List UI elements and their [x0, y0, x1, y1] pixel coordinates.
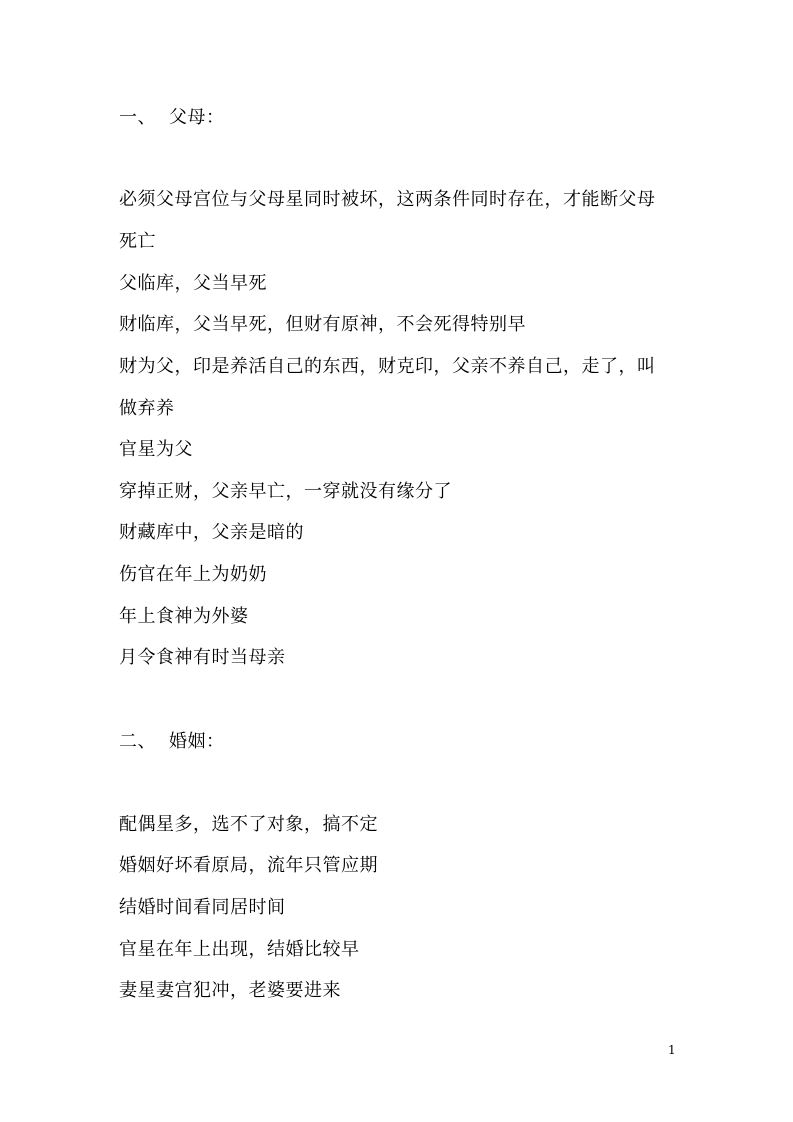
- paragraph-line: 财为父，印是养活自己的东西，财克印，父亲不养自己，走了，叫: [119, 356, 656, 377]
- paragraph-line: 财临库，父当早死，但财有原神，不会死得特别早: [119, 314, 526, 335]
- paragraph-line: 配偶星多，选不了对象，搞不定: [119, 814, 378, 835]
- paragraph-line: 财藏库中，父亲是暗的: [119, 522, 304, 543]
- paragraph-line: 做弃养: [119, 398, 175, 419]
- page-number: 1: [668, 1043, 676, 1057]
- paragraph-line: 官星为父: [119, 439, 193, 460]
- paragraph-line: 官星在年上出现，结婚比较早: [119, 939, 360, 960]
- paragraph-line: 年上食神为外婆: [119, 606, 249, 627]
- section-heading-marriage: [119, 731, 225, 753]
- paragraph-line: 结婚时间看同居时间: [119, 897, 286, 918]
- paragraph-line: 父临库，父当早死: [119, 273, 267, 294]
- section-number: 一、: [119, 107, 156, 128]
- paragraph-line: 月令食神有时当母亲: [119, 647, 286, 668]
- section-title: 婚姻：: [169, 731, 225, 752]
- paragraph-line: 穿掉正财，父亲早亡，一穿就没有缘分了: [119, 481, 452, 502]
- paragraph-line: 必须父母宫位与父母星同时被坏，这两条件同时存在，才能断父母: [119, 189, 656, 210]
- paragraph-line: 伤官在年上为奶奶: [119, 564, 267, 585]
- paragraph-line: 婚姻好坏看原局，流年只管应期: [119, 855, 378, 876]
- section-heading-parents: [119, 107, 225, 129]
- paragraph-line: 死亡: [119, 231, 156, 252]
- paragraph-line: 妻星妻宫犯冲，老婆要进来: [119, 980, 341, 1001]
- section-number: 二、: [119, 731, 156, 752]
- section-title: 父母：: [169, 107, 225, 128]
